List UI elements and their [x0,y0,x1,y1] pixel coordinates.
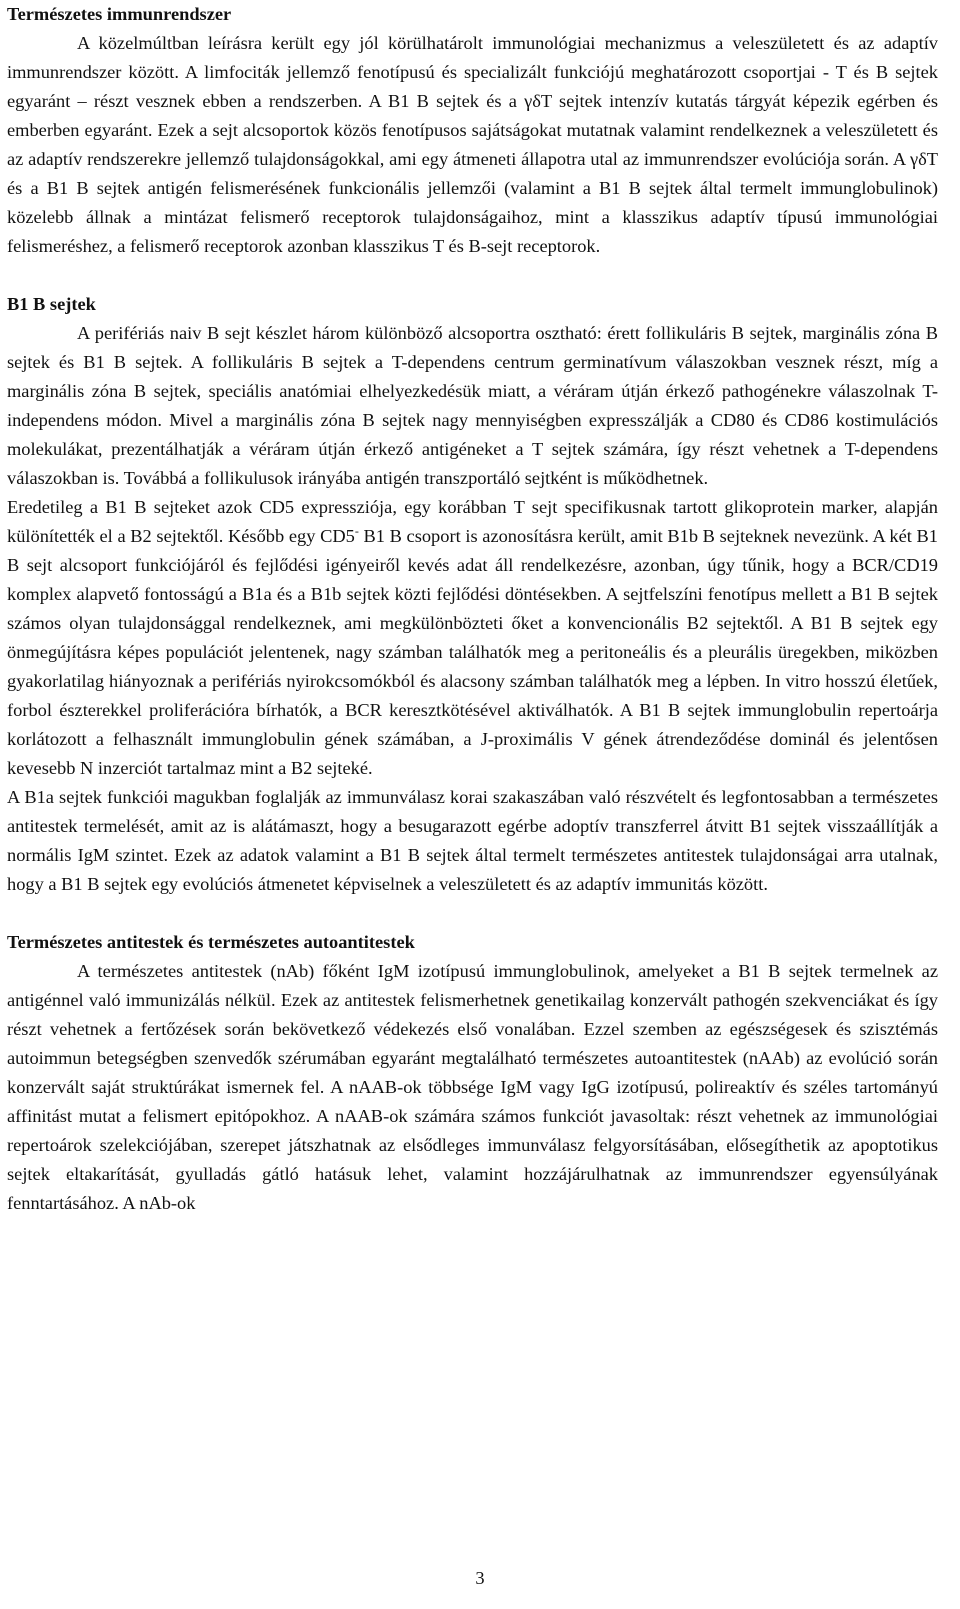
paragraph-b1-b-cells-2 [7,493,938,783]
spacer [7,261,938,290]
paragraph-text: Eredetileg a B1 B sejteket azok CD5 expressziója, egy korábban T sejt specifikusnak tartott glikoprotein marker, alapján különítették el a B2 sejtektől. Később egy CD5 [7,497,938,546]
superscript-minus: - [354,523,359,538]
section-heading-natural-antibodies: Természetes antitestek és természetes autoantitestek [7,932,415,952]
section-heading-b1-b-cells: B1 B sejtek [7,294,96,314]
section-heading-natural-immunity: Természetes immunrendszer [7,4,232,24]
paragraph-b1-b-cells-1: A perifériás naiv B sejt készlet három különböző alcsoportra osztható: érett follikuláris B sejtek, marginális zóna B sejtek és B1 B sejtek. A follikuláris B sejtek a T-dependens centrum germinatívum válaszokban vesznek részt, míg a marginális zóna B sejtek, speciális anatómiai elhelyezkedésük miatt, a véráram útján érkező pathogénekre válaszolnak T-independens módon. Mivel a marginális zóna B sejtek nagy mennyiségben expresszálják a CD80 és CD86 kostimulációs molekulákat, prezentálhatják a véráram útján érkező antigéneket a T sejtek számára, így részt vehetnek a T-dependens válaszokban is. Továbbá a follikulusok irányába antigén transzportáló sejtként is működhetnek. [7,323,938,488]
paragraph-text: B1 B csoport is azonosításra került, amit B1b B sejteknek nevezünk. A két B1 B sejt alcsoport funkciójáról és fejlődési igényeiről kevés adat áll rendelkezésre, azonban, úgy tűnik, hogy a BCR/CD19 komplex alapvető fontosságú a B1a és a B1b sejtek közti fejlődési döntésekben. A sejtfelszíni fenotípus mellett a B1 B sejtek számos olyan tulajdonsággal rendelkeznek, ami megkülönbözteti őket a konvencionális B2 sejtektől. A B1 B sejtek egy önmegújításra képes populációt jelentenek, nagy számban találhatók meg a peritoneális és a pleurális üregekben, miközben gyakorlatilag hiányoznak a perifériás nyirokcsomókból és alacsony számban találhatók meg a lépben. In vitro hosszú életűek, forbol észterekkel proliferációra bírhatók, a BCR keresztkötésével aktiválhatók. A B1 B sejtek immunglobulin repertoárja korlátozott a felhasznált immunglobulin gének számában, a J-proximális V gének átrendeződése dominál és jelentősen kevesebb N inzerciót tartalmaz mint a B2 sejteké. [7,526,938,778]
spacer [7,899,938,928]
paragraph-natural-antibodies: A természetes antitestek (nAb) főként IgM izotípusú immunglobulinok, amelyeket a B1 B sejtek termelnek az antigénnel való immunizálás nélkül. Ezek az antitestek felismerhetnek genetikailag konzervált pathogén szekvenciákat és így részt vehetnek a fertőzések során bekövetkező védekezés első vonalában. Ezzel szemben az egészségesek és szisztémás autoimmun betegségben szenvedők szérumában egyaránt megtalálható természetes autoantitestek (nAAb) az evolúció során konzervált saját struktúrákat ismernek fel. A nAAB-ok többsége IgM vagy IgG izotípusú, polireaktív és széles tartományú affinitást mutat a felismert epitópokhoz. A nAAB-ok számára számos funkciót javasoltak: részt vehetnek az immunológiai repertoárok szelekciójában, szerepet játszhatnak az elsődleges immunválasz felgyorsításában, elősegíthetik az apoptotikus sejtek eltakarítását, gyulladás gátló hatásuk lehet, valamint hozzájárulhatnak az immunrendszer egyensúlyának fenntartásához. A nAb-ok [7,961,938,1213]
paragraph-b1-b-cells-3: A B1a sejtek funkciói magukban foglalják az immunválasz korai szakaszában való részvételt és legfontosabban a természetes antitestek termelését, amit az is alátámaszt, hogy a besugarazott egérbe adoptív transzferrel átvitt B1 sejtek visszaállítják a normális IgM szintet. Ezek az adatok valamint a B1 B sejtek által termelt természetes antitestek tulajdonságai arra utalnak, hogy a B1 B sejtek egy evolúciós átmenetet képviselnek a veleszületett és az adaptív immunitás között. [7,787,938,894]
paragraph-natural-immunity: A közelmúltban leírásra került egy jól körülhatárolt immunológiai mechanizmus a veleszületett és az adaptív immunrendszer között. A limfociták jellemző fenotípusú és specializált funkciójú meghatározott csoportjai - T és B sejtek egyaránt – részt vesznek ebben a rendszerben. A B1 B sejtek és a γδT sejtek intenzív kutatás tárgyát képezik egérben és emberben egyaránt. Ezek a sejt alcsoportok közös fenotípusos sajátságokat mutatnak valamint rendelkeznek a veleszületett és az adaptív rendszerekre jellemző tulajdonságokkal, ami egy átmeneti állapotra utal az immunrendszer evolúciója során. A γδT és a B1 B sejtek antigén felismerésének funkcionális jellemzői (valamint a B1 B sejtek által termelt immunglobulinok) közelebb állnak a mintázat felismerő receptorok tulajdonságaihoz, mint a klasszikus adaptív típusú immunológiai felismeréshez, a felismerő receptorok azonban klasszikus T és B-sejt receptorok. [7,33,938,256]
page-number: 3 [475,1568,485,1588]
